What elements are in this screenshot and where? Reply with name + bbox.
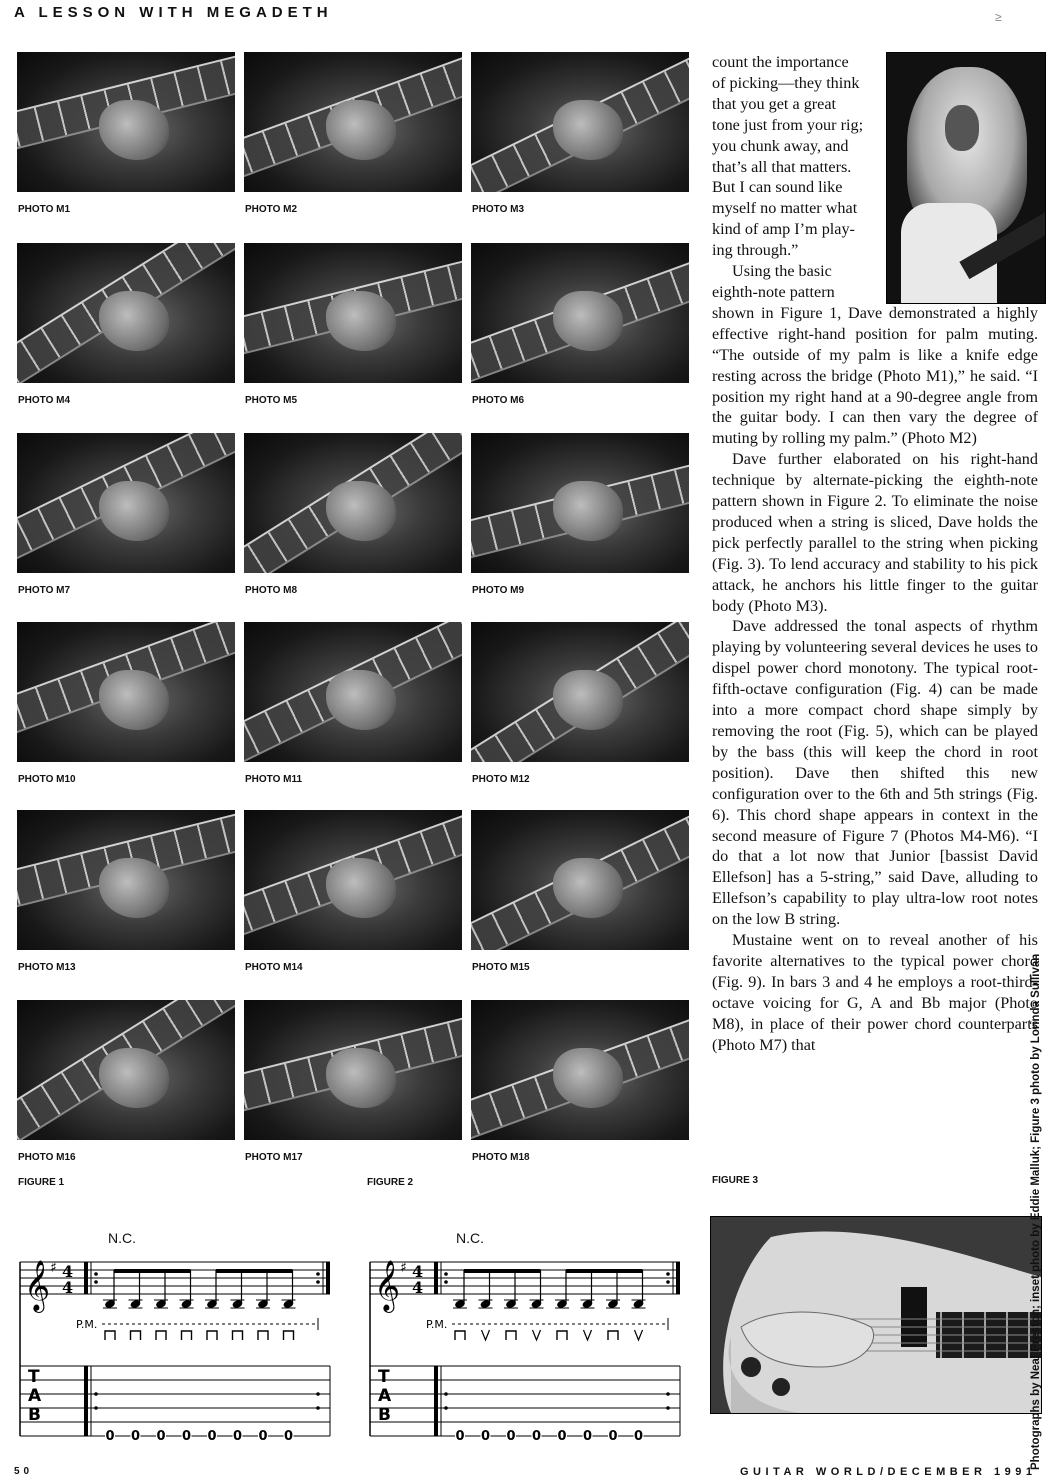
corner-mark: ≥ bbox=[995, 10, 1002, 24]
photo-3 bbox=[471, 52, 689, 192]
article-lead bbox=[712, 52, 882, 303]
repeat-dot bbox=[94, 1280, 98, 1284]
palm-mute-label: P.M. bbox=[426, 1318, 448, 1331]
fret-number: 0 bbox=[258, 1429, 268, 1444]
fret-number: 0 bbox=[608, 1429, 618, 1444]
beam bbox=[216, 1269, 293, 1273]
downstroke-mark bbox=[156, 1331, 166, 1340]
upstroke-mark bbox=[584, 1330, 592, 1340]
photo-label: PHOTO M15 bbox=[472, 962, 530, 973]
photo-label: PHOTO M3 bbox=[472, 204, 525, 215]
fret-number: 0 bbox=[557, 1429, 567, 1444]
photo-label: PHOTO M9 bbox=[472, 585, 525, 596]
photo-15 bbox=[471, 810, 689, 950]
tab-repeat-dot bbox=[444, 1406, 448, 1410]
photo-5 bbox=[244, 243, 462, 383]
downstroke-mark bbox=[207, 1331, 217, 1340]
key-sharp: ♯ bbox=[50, 1260, 57, 1276]
photo-11 bbox=[244, 622, 462, 762]
figure-3-label: FIGURE 3 bbox=[712, 1175, 759, 1186]
fret-number: 0 bbox=[633, 1429, 644, 1444]
figure-2-notation bbox=[364, 1248, 694, 1468]
photo-label: PHOTO M14 bbox=[245, 962, 303, 973]
photo-8 bbox=[244, 433, 462, 573]
photo-9 bbox=[471, 433, 689, 573]
downstroke-mark bbox=[455, 1331, 465, 1340]
repeat-dot bbox=[444, 1272, 448, 1276]
treble-clef: 𝄞 bbox=[24, 1260, 51, 1311]
tab-repeat-dot bbox=[94, 1406, 98, 1410]
upstroke-mark bbox=[482, 1330, 490, 1340]
tab-repeat-dot bbox=[444, 1392, 448, 1396]
page-number: 50 bbox=[14, 1466, 34, 1477]
page-header: A LESSON WITH MEGADETH bbox=[14, 4, 333, 21]
fret-number: 0 bbox=[283, 1429, 294, 1444]
photo-label: PHOTO M16 bbox=[18, 1152, 76, 1163]
downstroke-mark bbox=[258, 1331, 268, 1340]
article-lead-line: eighth-note pattern bbox=[712, 282, 835, 301]
repeat-thick-left bbox=[434, 1262, 438, 1294]
fret-number: 0 bbox=[480, 1429, 491, 1444]
photo-label: PHOTO M6 bbox=[472, 395, 525, 406]
article-paragraph-1: shown in Figure 1, Dave demonstrated a highly effective right-hand position for palm muting. “The outside of my palm is like a knife edge resting across the bridge (Photo M1),” he said. “I position my right hand at a 90-degree angle from the guitar body. I can then vary the degree of muting by rolling my palm.” (Photo M2) bbox=[712, 303, 1038, 448]
downstroke-mark bbox=[105, 1331, 115, 1340]
downstroke-mark bbox=[131, 1331, 141, 1340]
beam bbox=[114, 1269, 191, 1273]
fret-number: 0 bbox=[207, 1429, 217, 1444]
downstroke-mark bbox=[608, 1331, 618, 1340]
downstroke-mark bbox=[557, 1331, 567, 1340]
photo-16 bbox=[17, 1000, 235, 1140]
photo-label: PHOTO M4 bbox=[18, 395, 71, 406]
upstroke-mark bbox=[635, 1330, 643, 1340]
photo-1 bbox=[17, 52, 235, 192]
article-lead-line: ing through.” bbox=[712, 241, 799, 260]
fret-number: 0 bbox=[582, 1429, 593, 1444]
tab-repeat-dot bbox=[666, 1406, 670, 1410]
article-lead-line: Using the basic bbox=[732, 262, 832, 281]
article-lead-line: myself no matter what bbox=[712, 199, 858, 218]
tab-repeat-dot bbox=[666, 1392, 670, 1396]
beam bbox=[464, 1269, 541, 1273]
magazine-footer: GUITAR WORLD/DECEMBER 1991 bbox=[740, 1466, 1037, 1478]
tab-repeat-dot bbox=[316, 1406, 320, 1410]
fret-number: 0 bbox=[130, 1429, 141, 1444]
photo-label: PHOTO M17 bbox=[245, 1152, 303, 1163]
repeat-dot bbox=[316, 1280, 320, 1284]
photo-label: PHOTO M10 bbox=[18, 774, 76, 785]
fret-number: 0 bbox=[531, 1429, 542, 1444]
tab-letter: B bbox=[28, 1405, 41, 1425]
article-lead-line: kind of amp I’m play- bbox=[712, 220, 855, 239]
tab-repeat-dot bbox=[94, 1392, 98, 1396]
photo-10 bbox=[17, 622, 235, 762]
figure-3-photo bbox=[710, 1216, 1042, 1414]
repeat-dot bbox=[666, 1272, 670, 1276]
downstroke-mark bbox=[182, 1331, 192, 1340]
photo-4 bbox=[17, 243, 235, 383]
photo-7 bbox=[17, 433, 235, 573]
downstroke-mark bbox=[233, 1331, 243, 1340]
photo-label: PHOTO M12 bbox=[472, 774, 530, 785]
photo-label: PHOTO M8 bbox=[245, 585, 298, 596]
time-sig-top: 4 bbox=[62, 1262, 74, 1281]
repeat-dot bbox=[94, 1272, 98, 1276]
tab-repeat-thick bbox=[84, 1366, 88, 1436]
tab-repeat-dot bbox=[316, 1392, 320, 1396]
repeat-thick-left bbox=[84, 1262, 88, 1294]
figure-1-label: FIGURE 1 bbox=[18, 1177, 65, 1188]
article-lead-line: tone just from your rig; bbox=[712, 115, 864, 134]
photo-13 bbox=[17, 810, 235, 950]
tab-letter: T bbox=[28, 1367, 40, 1387]
fret-number: 0 bbox=[156, 1429, 166, 1444]
article-body bbox=[712, 52, 1038, 1056]
repeat-dot bbox=[316, 1272, 320, 1276]
photo-2 bbox=[244, 52, 462, 192]
article-paragraph-2: Dave further elaborated on his right-hand technique by alternate-picking the eighth-note pattern shown in Figure 2. To eliminate the noise produced when a string is sliced, Dave holds the pick perfectly parallel to the string when picking (Fig. 3). To lend accuracy and stability to his pick attack, he anchors his little finger to the guitar body (Photo M3). bbox=[712, 450, 1038, 615]
photo-label: PHOTO M1 bbox=[18, 204, 71, 215]
fret-number: 0 bbox=[105, 1429, 115, 1444]
article-lead-line: of picking—they think bbox=[712, 73, 860, 92]
tab-letter: A bbox=[378, 1386, 392, 1406]
tab-letter: T bbox=[378, 1367, 390, 1387]
article-lead-line: you chunk away, and bbox=[712, 136, 849, 155]
photo-14 bbox=[244, 810, 462, 950]
tab-repeat-thick bbox=[434, 1366, 438, 1436]
figure-1-notation bbox=[14, 1248, 344, 1468]
article-lead-line: But I can sound like bbox=[712, 178, 843, 197]
fret-number: 0 bbox=[181, 1429, 192, 1444]
palm-mute-label: P.M. bbox=[76, 1318, 98, 1331]
downstroke-mark bbox=[284, 1331, 294, 1340]
photo-label: PHOTO M13 bbox=[18, 962, 76, 973]
article-paragraph-3: Dave addressed the tonal aspects of rhythm playing by volunteering several devices he uses to dispel power chord monotony. The typical root-fifth-octave configuration (Fig. 4) can be made into a more compact chord shape simply by removing the root (Fig. 5), which can be played by the bass (this will keep the chord in root position). Dave then shifted this new configuration over to the 6th and 5th strings (Fig. 6). This chord shape appears in context in the second measure of Figure 7 (Photos M4-M6). “I do that a lot now that Junior [bassist David Ellefson] has a 5-string,” said Dave, alluding to Ellefson’s capability to play ultra-low root notes on the low B string. bbox=[712, 617, 1038, 929]
photo-label: PHOTO M2 bbox=[245, 204, 298, 215]
downstroke-mark bbox=[506, 1331, 516, 1340]
upstroke-mark bbox=[533, 1330, 541, 1340]
time-sig-bottom: 4 bbox=[412, 1278, 424, 1297]
figure-1-nc: N.C. bbox=[108, 1230, 136, 1246]
article-lead-line: count the importance bbox=[712, 53, 849, 71]
photo-12 bbox=[471, 622, 689, 762]
photo-label: PHOTO M11 bbox=[245, 774, 303, 785]
tab-letter: A bbox=[28, 1386, 42, 1406]
time-sig-bottom: 4 bbox=[62, 1278, 74, 1297]
figure-2-label: FIGURE 2 bbox=[367, 1177, 414, 1188]
beam bbox=[566, 1269, 643, 1273]
time-sig-top: 4 bbox=[412, 1262, 424, 1281]
repeat-dot bbox=[444, 1280, 448, 1284]
article-paragraph-4: Mustaine went on to reveal another of his favorite alternatives to the typical power chord (Fig. 9). In bars 3 and 4 he employs a root-third-octave voicing for G, A and Bb major (Photo M8), in place of their power chord counterparts (Photo M7) that bbox=[712, 931, 1038, 1054]
article-lead-line: that’s all that matters. bbox=[712, 157, 852, 176]
figure-2-nc: N.C. bbox=[456, 1230, 484, 1246]
repeat-thick-right bbox=[326, 1262, 330, 1294]
photo-18 bbox=[471, 1000, 689, 1140]
key-sharp: ♯ bbox=[400, 1260, 407, 1276]
treble-clef: 𝄞 bbox=[374, 1260, 401, 1311]
photo-17 bbox=[244, 1000, 462, 1140]
article-lead-line: that you get a great bbox=[712, 94, 837, 113]
fret-number: 0 bbox=[455, 1429, 465, 1444]
photo-credit: Photographs by Neal Preston; inset photo by Eddie Malluk; Figure 3 photo by Lorinda Sullivan bbox=[1030, 953, 1042, 1470]
photo-label: PHOTO M18 bbox=[472, 1152, 530, 1163]
repeat-dot bbox=[666, 1280, 670, 1284]
fret-number: 0 bbox=[506, 1429, 516, 1444]
photo-6 bbox=[471, 243, 689, 383]
photo-label: PHOTO M7 bbox=[18, 585, 71, 596]
tab-letter: B bbox=[378, 1405, 391, 1425]
fret-number: 0 bbox=[232, 1429, 243, 1444]
photo-label: PHOTO M5 bbox=[245, 395, 298, 406]
repeat-thick-right bbox=[676, 1262, 680, 1294]
